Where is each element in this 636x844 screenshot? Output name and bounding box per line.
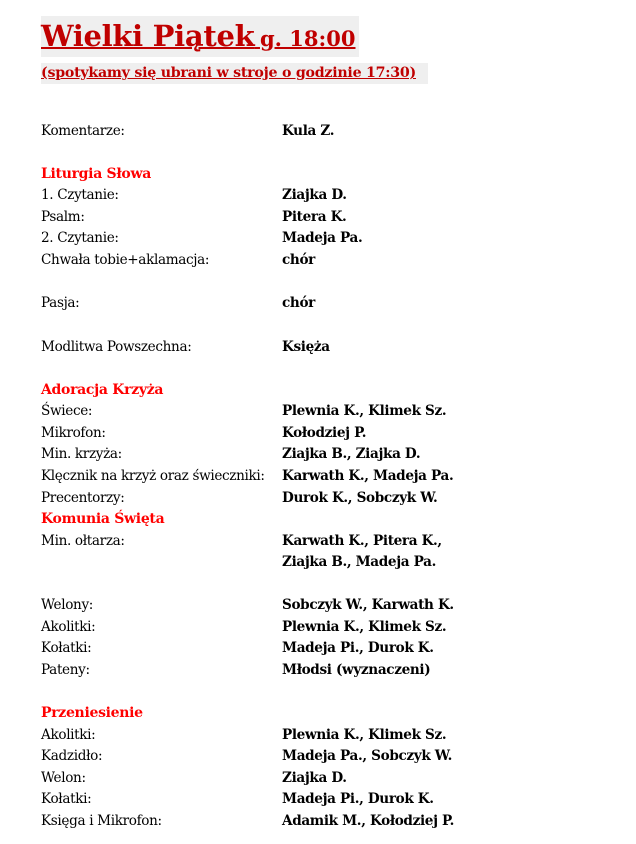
row-value: Madeja Pi., Durok K. xyxy=(282,791,434,807)
title-text: Wielki Piątek xyxy=(41,19,255,53)
row-value: Kula Z. xyxy=(282,123,335,139)
row-value: Ziajka B., Ziajka D. xyxy=(282,446,421,462)
row-label: 2. Czytanie: xyxy=(41,230,119,246)
table-row xyxy=(41,337,601,358)
row-value: Plewnia K., Klimek Sz. xyxy=(282,727,447,743)
table-row xyxy=(41,423,601,444)
row-value: Karwath K., Madeja Pa. xyxy=(282,468,454,484)
table-row xyxy=(41,595,601,616)
row-value-continued: Ziajka B., Madeja Pa. xyxy=(282,554,436,570)
section-heading-adoracja: Adoracja Krzyża xyxy=(41,382,164,398)
row-komentarze xyxy=(41,121,601,142)
row-label: Kołatki: xyxy=(41,640,92,656)
row-value: chór xyxy=(282,252,315,268)
row-value: Kołodziej P. xyxy=(282,425,367,441)
table-row xyxy=(41,466,601,487)
row-label: Klęcznik na krzyż oraz świeczniki: xyxy=(41,468,265,484)
row-value: Pitera K. xyxy=(282,209,347,225)
row-value: Plewnia K., Klimek Sz. xyxy=(282,403,447,419)
table-row xyxy=(41,811,601,832)
section-heading-komunia: Komunia Święta xyxy=(41,511,165,527)
row-value: Księża xyxy=(282,339,330,355)
row-value: Madeja Pa., Sobczyk W. xyxy=(282,748,452,764)
row-label: Kołatki: xyxy=(41,791,92,807)
row-value: Ziajka D. xyxy=(282,770,347,786)
table-row xyxy=(41,725,601,746)
section-heading-liturgia: Liturgia Słowa xyxy=(41,166,151,182)
table-row xyxy=(41,617,601,638)
row-value: Madeja Pi., Durok K. xyxy=(282,640,434,656)
row-label: Komentarze: xyxy=(41,123,125,139)
row-label: Min. krzyża: xyxy=(41,446,122,462)
title-time: g. 18:00 xyxy=(259,26,356,51)
table-row xyxy=(41,185,601,206)
row-value: Madeja Pa. xyxy=(282,230,363,246)
table-row xyxy=(41,768,601,789)
table-row xyxy=(41,250,601,271)
row-label: Akolitki: xyxy=(41,727,96,743)
table-row xyxy=(41,444,601,465)
section-heading-przeniesienie: Przeniesienie xyxy=(41,705,143,721)
row-value: Młodsi (wyznaczeni) xyxy=(282,662,431,678)
row-label: Welon: xyxy=(41,770,86,786)
row-label: Chwała tobie+aklamacja: xyxy=(41,252,210,268)
page-title xyxy=(41,16,359,57)
table-row xyxy=(41,638,601,659)
row-label: 1. Czytanie: xyxy=(41,187,119,203)
row-label: Modlitwa Powszechna: xyxy=(41,339,192,355)
table-row xyxy=(41,789,601,810)
row-value: chór xyxy=(282,295,315,311)
row-label: Pateny: xyxy=(41,662,90,678)
row-label: Welony: xyxy=(41,597,94,613)
row-label: Mikrofon: xyxy=(41,425,106,441)
row-value: Karwath K., Pitera K., xyxy=(282,533,442,549)
row-label: Min. ołtarza: xyxy=(41,533,125,549)
row-label: Świece: xyxy=(41,403,93,419)
table-row xyxy=(41,293,601,314)
table-row xyxy=(41,531,601,570)
row-label: Psalm: xyxy=(41,209,85,225)
row-value: Ziajka D. xyxy=(282,187,347,203)
row-label: Pasja: xyxy=(41,295,80,311)
row-value: Sobczyk W., Karwath K. xyxy=(282,597,454,613)
table-row xyxy=(41,488,601,509)
row-label: Precentorzy: xyxy=(41,490,125,506)
row-value: Adamik M., Kołodziej P. xyxy=(282,813,455,829)
row-value: Plewnia K., Klimek Sz. xyxy=(282,619,447,635)
table-row xyxy=(41,746,601,767)
table-row xyxy=(41,401,601,422)
page-subtitle: (spotykamy się ubrani w stroje o godzinie 17:30) xyxy=(41,63,428,84)
row-label: Kadzidło: xyxy=(41,748,103,764)
table-row xyxy=(41,660,601,681)
table-row xyxy=(41,228,601,249)
table-row xyxy=(41,207,601,228)
row-value: Durok K., Sobczyk W. xyxy=(282,490,438,506)
row-label: Księga i Mikrofon: xyxy=(41,813,162,829)
row-label: Akolitki: xyxy=(41,619,96,635)
